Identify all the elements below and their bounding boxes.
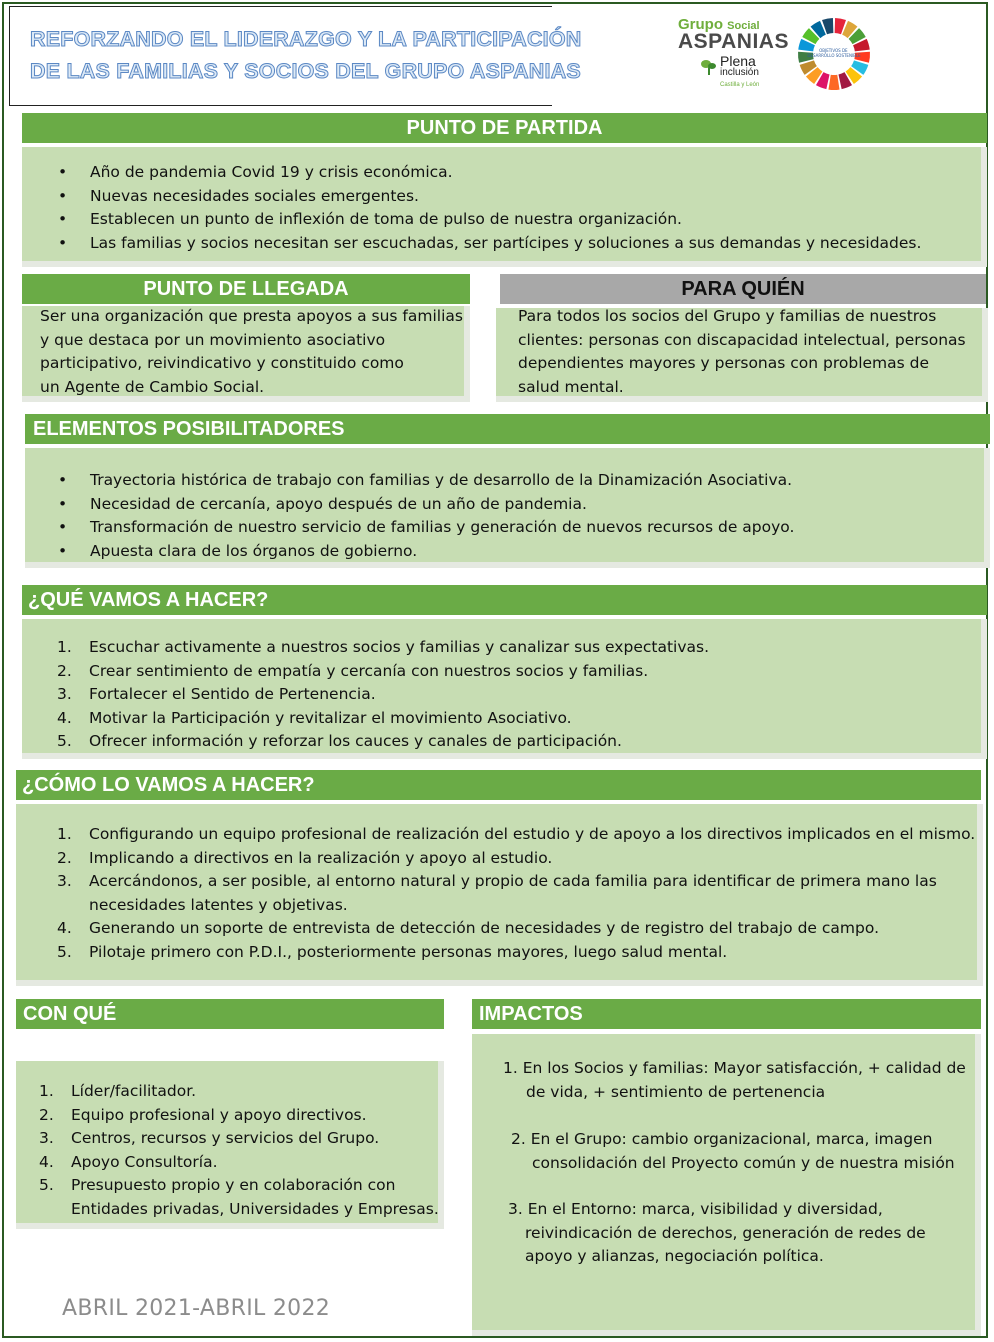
ods-label: OBJETIVOS DE DESARROLLO SOSTENIBLE	[807, 48, 861, 58]
list-item-text: necesidades latentes y objetivas.	[89, 895, 348, 914]
leaf-icon	[700, 58, 718, 76]
paragraph-line: clientes: personas con discapacidad intelectual, personas	[518, 330, 966, 349]
paragraph-line: participativo, reivindicativo y constituido como	[40, 354, 404, 372]
list-item-text: Crear sentimiento de empatía y cercanía con nuestros socios y familias.	[89, 661, 649, 680]
como-lo-vamos-a-hacer-heading: ¿CÓMO LO VAMOS A HACER?	[16, 770, 981, 800]
list-item: • Nuevas necesidades sociales emergentes.	[58, 185, 921, 209]
list-item	[39, 1198, 439, 1222]
impacto-item-1: 1. En los Socios y familias: Mayor satisfacción, + calidad de de vida, + sentimiento de pertenencia	[503, 1059, 966, 1101]
list-item-number: 2.	[57, 661, 72, 680]
list-item-text: Configurando un equipo profesional de realización del estudio y de apoyo a los directivos implicados en el mismo.	[89, 825, 976, 843]
paragraph-line: un Agente de Cambio Social.	[40, 377, 265, 396]
list-item-number: 1.	[39, 1082, 54, 1100]
list-item	[57, 707, 709, 731]
list-item-text: Implicando a directivos en la realización y apoyo al estudio.	[89, 848, 553, 867]
list-item-number: 4.	[39, 1152, 54, 1171]
list-item-text: Motivar la Participación y revitalizar el movimiento Asociativo.	[89, 708, 572, 727]
list-item-number: 5.	[39, 1176, 54, 1194]
list-item-text: Pilotaje primero con P.D.I., posteriormente personas mayores, luego salud mental.	[89, 942, 728, 961]
document-title-box	[9, 6, 582, 106]
list-item	[39, 1151, 439, 1175]
logo-area	[670, 14, 880, 94]
punto-de-llegada-text	[40, 305, 463, 399]
list-item	[57, 917, 975, 941]
list-item-number: 1.	[57, 825, 72, 843]
con-que-list	[39, 1080, 439, 1221]
list-item	[57, 683, 709, 707]
list-item-number: 2.	[39, 1105, 54, 1124]
list-item-number: 1.	[57, 638, 72, 656]
list-item-text: Acercándonos, a ser posible, al entorno natural y propio de cada familia para identificar de primera mano las	[89, 872, 937, 890]
list-item-number: 5.	[57, 732, 72, 750]
list-item-number: 5.	[57, 942, 72, 961]
list-item	[39, 1080, 439, 1104]
list-item-text: Líder/facilitador.	[71, 1082, 197, 1100]
list-item	[57, 823, 975, 847]
list-item	[39, 1127, 439, 1151]
list-item-text: Fortalecer el Sentido de Pertenencia.	[89, 685, 376, 703]
list-item	[39, 1174, 439, 1198]
list-item-text: Ofrecer información y reforzar los cauces y canales de participación.	[89, 732, 622, 750]
elementos-posibilitadores-heading: ELEMENTOS POSIBILITADORES	[25, 414, 990, 444]
list-item-text: Apoyo Consultoría.	[71, 1152, 218, 1171]
que-vamos-a-hacer-heading: ¿QUÉ VAMOS A HACER?	[22, 585, 987, 615]
list-item: • Apuesta clara de los órganos de gobierno.	[58, 540, 794, 564]
list-item	[57, 894, 975, 918]
list-item	[39, 1104, 439, 1128]
list-item: • Año de pandemia Covid 19 y crisis económica.	[58, 161, 921, 185]
que-vamos-a-hacer-list	[57, 636, 709, 754]
para-quien-heading: PARA QUIÉN	[500, 274, 986, 304]
list-item-text: Entidades privadas, Universidades y Empresas.	[71, 1199, 439, 1218]
date-range: ABRIL 2021-ABRIL 2022	[62, 1296, 331, 1321]
list-item: • Transformación de nuestro servicio de familias y generación de nuevos recursos de apoyo.	[58, 516, 794, 540]
list-item-number: 2.	[57, 848, 72, 867]
list-item-text: Presupuesto propio y en colaboración con	[71, 1176, 396, 1194]
paragraph-line: dependientes mayores y personas con problemas de	[518, 354, 930, 372]
list-item: • Trayectoria histórica de trabajo con familias y de desarrollo de la Dinamización Asociativa.	[58, 469, 794, 493]
list-item: • Necesidad de cercanía, apoyo después de un año de pandemia.	[58, 493, 794, 517]
elementos-posibilitadores-list	[58, 469, 794, 563]
list-item: • Las familias y socios necesitan ser escuchadas, ser partícipes y soluciones a sus demandas y necesidades.	[58, 232, 921, 256]
impacto-item-2: 2. En el Grupo: cambio organizacional, marca, imagen consolidación del Proyecto común y de nuestra misión	[511, 1130, 955, 1172]
list-item	[57, 730, 709, 754]
impactos-heading: IMPACTOS	[472, 999, 981, 1029]
ods-wheel-segment	[828, 75, 839, 90]
list-item-number: 4.	[57, 708, 72, 727]
grupo-social-logo-text: Grupo Social	[678, 16, 760, 33]
paragraph-line: Ser una organización que presta apoyos a sus familias	[40, 307, 463, 325]
paragraph-line: Para todos los socios del Grupo y familias de nuestros	[518, 307, 937, 325]
list-item-text: Generando un soporte de entrevista de detección de necesidades y de registro del trabajo de campo.	[89, 919, 879, 937]
como-lo-vamos-a-hacer-list	[57, 823, 975, 964]
list-item: • Establecen un punto de inflexión de toma de pulso de nuestra organización.	[58, 208, 921, 232]
list-item	[57, 847, 975, 871]
document-title-line-2: DE LAS FAMILIAS Y SOCIOS DEL GRUPO ASPANIAS	[30, 59, 581, 83]
paragraph-line: salud mental.	[518, 377, 624, 396]
ods-wheel-icon	[796, 16, 872, 92]
list-item-number: 3.	[39, 1129, 54, 1147]
paragraph-line: y que destaca por un movimiento asociativo	[40, 330, 386, 349]
list-item	[57, 941, 975, 965]
impacto-item-3: 3. En el Entorno: marca, visibilidad y diversidad, reivindicación de derechos, generación de redes de apoyo y alianzas, negociación política.	[508, 1200, 926, 1265]
list-item-number: 4.	[57, 919, 72, 937]
list-item	[57, 870, 975, 894]
list-item	[57, 636, 709, 660]
list-item-text: Escuchar activamente a nuestros socios y familias y canalizar sus expectativas.	[89, 638, 710, 656]
con-que-heading: CON QUÉ	[16, 999, 444, 1029]
punto-de-partida-list	[58, 161, 921, 255]
aspanias-logo-text: ASPANIAS	[678, 30, 789, 53]
list-item-number: 3.	[57, 685, 72, 703]
list-item-text: Equipo profesional y apoyo directivos.	[71, 1105, 367, 1124]
plena-inclusion-logo: Plena inclusión Castilla y León	[720, 53, 760, 88]
punto-de-llegada-heading: PUNTO DE LLEGADA	[22, 274, 470, 304]
punto-de-partida-heading: PUNTO DE PARTIDA	[22, 113, 987, 143]
para-quien-text	[518, 305, 966, 399]
document-title-line-1: REFORZANDO EL LIDERAZGO Y LA PARTICIPACIÓN	[30, 27, 582, 51]
list-item-number: 3.	[57, 872, 72, 890]
list-item	[57, 660, 709, 684]
list-item-text: Centros, recursos y servicios del Grupo.	[71, 1129, 380, 1147]
